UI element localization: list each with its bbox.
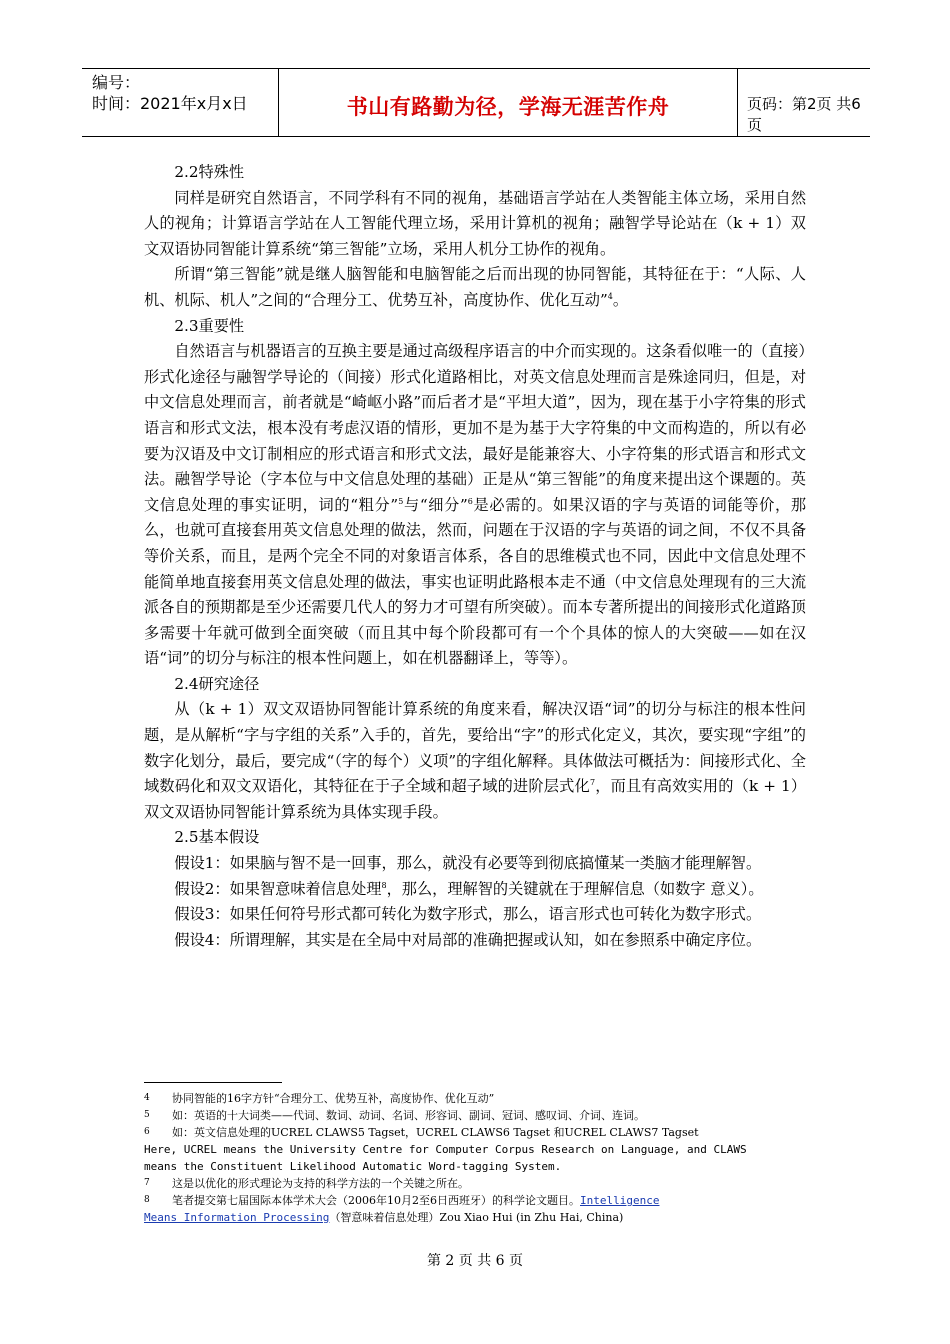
section-heading: 2.2特殊性 xyxy=(174,163,245,181)
footnote: 8 笔者提交第七届国际本体学术大会（2006年10月2至6日西班牙）的科学论文题目。Intelligence xyxy=(144,1194,660,1207)
motto: 书山有路勤为径，学海无涯苦作舟 xyxy=(346,95,670,119)
footnote: 5 如：英语的十大词类——代词、数词、动词、名词、形容词、副词、冠词、感叹词、介词、连词。 xyxy=(144,1109,645,1122)
header-motto-cell xyxy=(278,69,738,136)
header-meta xyxy=(82,69,278,136)
hypothesis-3: 假设3：如果任何符号形式都可转化为数字形式，那么，语言形式也可转化为数字形式。 xyxy=(174,905,762,924)
section-heading: 2.5基本假设 xyxy=(174,828,260,847)
paper-title-link-cont[interactable]: Means Information Processing xyxy=(144,1211,330,1224)
number-label: 编号： xyxy=(92,73,141,92)
footnote-continuation: Means Information Processing（智意味着信息处理）Zou Xiao Hui (in Zhu Hai, China) xyxy=(144,1211,624,1224)
paragraph: 从（k + 1）双文双语协同智能计算系统的角度来看，解决汉语“词”的切分与标注的根本性问题，是从解析“字与字组的关系”入手的，首先，要给出“字”的形式化定义，其次，要实现“字组”的数字化划分，最后，要完成“（字的每个）义项”的字组化解释。具体做法可概括为：间接形式化、全域数码化和双文双语化，其特征在于子全域和超子域的进阶层式化$^7$，而且有高效实用的（k + 1）双文双语协同智能计算系统为具体实现手段。 xyxy=(144,700,807,821)
page-info: 页码：第2页 共6页 xyxy=(747,95,861,134)
footnote-ref[interactable]: 7 xyxy=(589,778,596,788)
footnote-separator xyxy=(144,1082,282,1083)
section-heading: 2.3重要性 xyxy=(174,316,245,335)
page-footer: 第 2 页 共 6 页 xyxy=(426,1253,524,1269)
footnote-ref[interactable]: 8 xyxy=(381,880,387,890)
footnotes xyxy=(144,1090,806,1226)
hypothesis-2: 假设2：如果智意味着信息处理$^8$，那么，理解智的关键就在于理解信息（如数字 意义）。 xyxy=(174,879,764,898)
footnote: 7 这是以优化的形式理论为支持的科学方法的一个关键之所在。 xyxy=(144,1177,469,1190)
paragraph: 同样是研究自然语言，不同学科有不同的视角，基础语言学站在人类智能主体立场，采用自然人的视角；计算语言学站在人工智能代理立场，采用计算机的视角；融智学导论站在（k + 1）双文双语协同智能计算系统“第三智能”立场，采用人机分工协作的视角。 xyxy=(144,188,806,258)
footnote: 4 协同智能的16字方针“合理分工、优势互补，高度协作、优化互动” xyxy=(144,1092,495,1105)
hypothesis-1: 假设1：如果脑与智不是一回事，那么，就没有必要等到彻底搞懂某一类脑才能理解智。 xyxy=(174,854,762,873)
footnote-ref[interactable]: 4 xyxy=(607,291,613,301)
document-body xyxy=(144,160,806,953)
footnote-ref[interactable]: 5 xyxy=(398,496,404,506)
hypothesis-4: 假设4：所谓理解，其实是在全局中对局部的准确把握或认知，如在参照系中确定序位。 xyxy=(174,930,762,949)
page-header xyxy=(82,68,870,137)
section-heading: 2.4研究途径 xyxy=(174,674,260,693)
paragraph: 所谓“第三智能”就是继人脑智能和电脑智能之后而出现的协同智能，其特征在于：“人际、人机、机际、机人”之间的“合理分工、优势互补，高度协作、优化互动”$^4$。 xyxy=(144,265,806,309)
paper-title-link[interactable]: Intelligence xyxy=(580,1194,660,1207)
footnote-continuation: means the Constituent Likelihood Automatic Word-tagging System. xyxy=(144,1160,562,1173)
time-label: 时间：2021年x月x日 xyxy=(92,94,248,113)
footnote-continuation: Here, UCREL means the University Centre for Computer Corpus Research on Language, and CLAWS xyxy=(144,1143,747,1156)
footnote-ref[interactable]: 6 xyxy=(467,496,473,506)
footnote: 6 如：英文信息处理的UCREL CLAWS5 Tagset，UCREL CLAWS6 Tagset 和UCREL CLAWS7 Tagset xyxy=(144,1126,699,1139)
paragraph: 自然语言与机器语言的互换主要是通过高级程序语言的中介而实现的。这条看似唯一的（直接）形式化途径与融智学导论的（间接）形式化道路相比，对英文信息处理而言是殊途同归，但是，对中文信息处理而言，前者就是“崎岖小路”而后者才是“平坦大道”，因为，现在基于小字符集的形式语言和形式文法，根本没有考虑汉语的情形，更加不是为基于大字符集的中文而构造的，所以有必要为汉语及中文订制相应的形式语言和形式文法，最好是能兼容大、小字符集的形式语言和形式文法。融智学导论（字本位与中文信息处理的基础）正是从“第三智能”的角度来提出这个课题的。英文信息处理的事实证明，词的“粗分”$^5$与“细分”$^6$是必需的。如果汉语的字与英语的词能等价，那么，也就可直接套用英文信息处理的做法，然而，问题在于汉语的字与英语的词之间，不仅不具备等价关系，而且，是两个完全不同的对象语言体系，各自的思维模式也不同，因此中文信息处理不能简单地直接套用英文信息处理的做法，事实也证明此路根本走不通（中文信息处理现有的三大流派各自的预期都是至少还需要几代人的努力才可望有所突破）。而本专著所提出的间接形式化道路顶多需要十年就可做到全面突破（而且其中每个阶段都可有一个个具体的惊人的大突破——如在汉语“词”的切分与标注的根本性问题上，如在机器翻译上，等等）。 xyxy=(144,342,807,668)
